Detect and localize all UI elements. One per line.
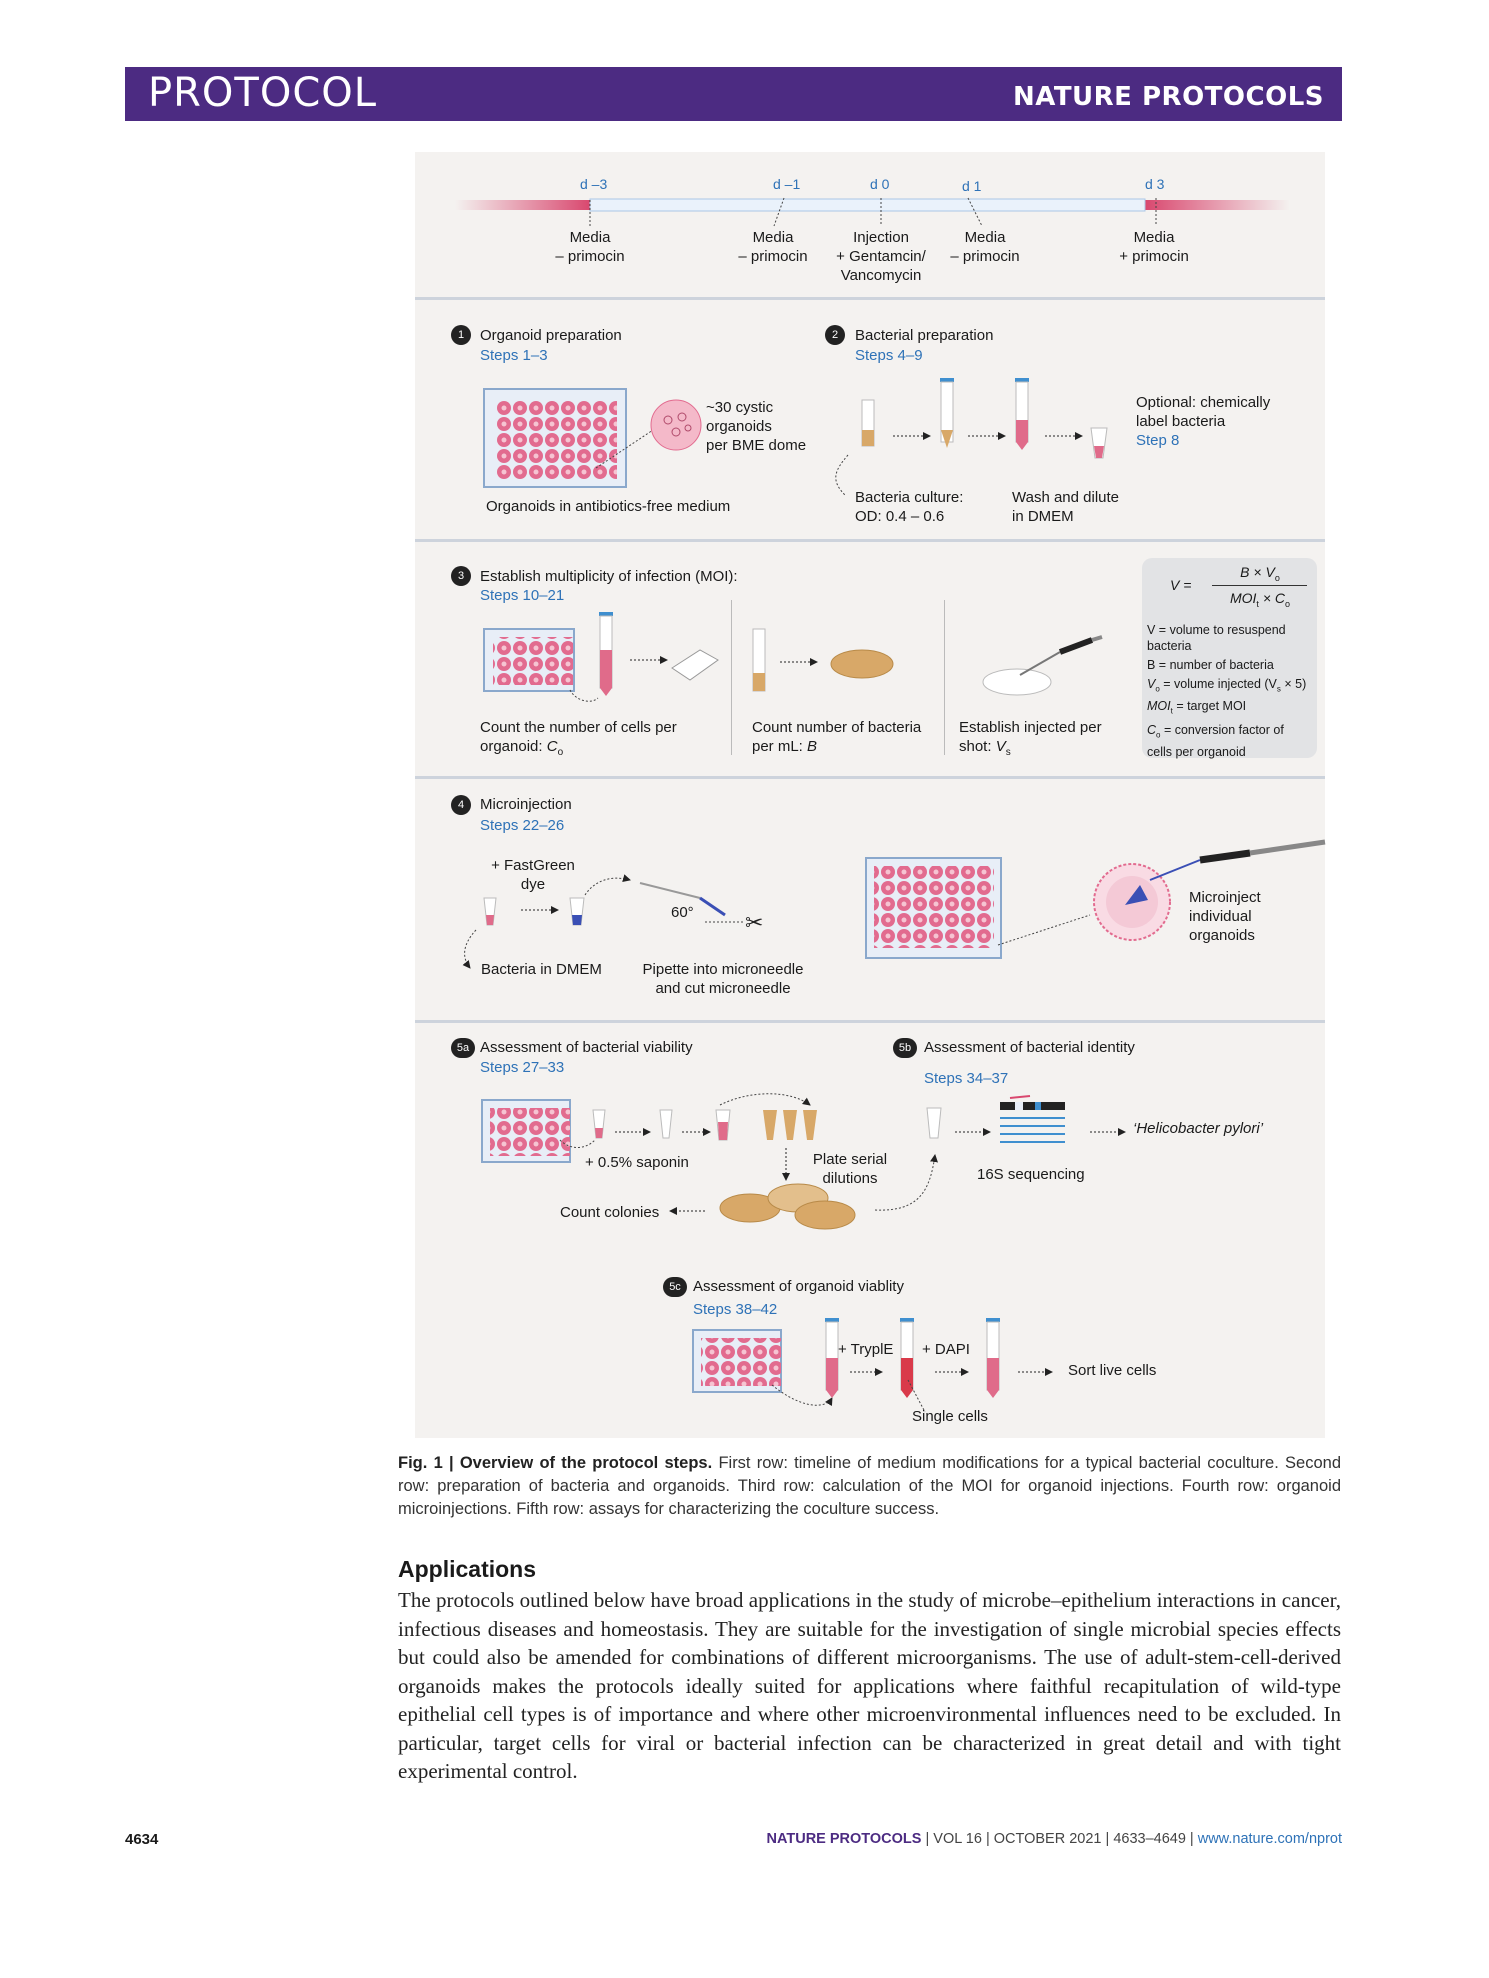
organoid-viability-illustrations	[693, 1318, 1052, 1412]
steps-link[interactable]: Steps 27–33	[480, 1059, 565, 1076]
formula-numerator: $B \times V_o$	[1240, 564, 1280, 583]
figure-label: + 0.5% saponin	[585, 1154, 689, 1171]
step-badge: 1	[451, 325, 471, 345]
section-title: Assessment of bacterial identity	[924, 1039, 1135, 1056]
figure-label: Count number of bacteria per mL: B	[752, 719, 922, 755]
timeline	[455, 198, 1290, 226]
figure-label: Count colonies	[560, 1204, 660, 1221]
step-badge: 5c	[663, 1277, 687, 1297]
steps-link[interactable]: Steps 22–26	[480, 817, 565, 834]
section-title: Assessment of bacterial viability	[480, 1039, 693, 1056]
figure-label: Establish injected per shot: $V_s$	[959, 719, 1102, 758]
section-title: Organoid preparation	[480, 327, 622, 344]
section-heading: Applications	[398, 1556, 537, 1582]
timeline-day: d –3	[580, 176, 608, 192]
timeline-event: Injection + Gentamcin/ Vancomycin	[836, 229, 926, 284]
result-label: ‘Helicobacter pylori’	[1133, 1120, 1264, 1137]
footer-citation: NATURE PROTOCOLS | VOL 16 | OCTOBER 2021 | 4633–4649 | www.nature.com/nprot	[766, 1831, 1342, 1847]
timeline-event: Media – primocin	[950, 229, 1020, 265]
column-separator	[944, 600, 945, 755]
column-separator	[731, 600, 732, 755]
dye-label: + FastGreen dye	[491, 857, 575, 893]
timeline-event: Media – primocin	[555, 229, 625, 265]
figure-label: Organoids in antibiotics-free medium	[486, 498, 731, 515]
figure-label: + DAPI	[922, 1341, 970, 1358]
steps-link[interactable]: Steps 34–37	[924, 1070, 1009, 1087]
figure-label: Bacteria culture: OD: 0.4 – 0.6	[855, 489, 964, 525]
timeline-day: d 3	[1145, 176, 1165, 192]
journal-title: NATURE PROTOCOLS	[1012, 82, 1324, 112]
angle-label: 60°	[671, 904, 694, 921]
section-label: PROTOCOL	[148, 70, 378, 116]
bacterial-tubes-illustration	[836, 378, 1107, 495]
organoid-note: ~30 cystic organoids per BME dome	[706, 399, 807, 454]
steps-link[interactable]: Steps 4–9	[855, 347, 923, 364]
figure-label: Microinject individual organoids	[1189, 889, 1261, 944]
page-number: 4634	[125, 1831, 159, 1848]
body-paragraph: The protocols outlined below have broad applications in the study of microbe–epithelium interactions in cancer, infectious diseases and homeostasis. They are suitable for the investigation of single microbial species effects but could also be amended for combinations of different microorganisms. The use of adult-stem-cell-derived organoids makes the protocols ideally suited for applications where faithful recapitulation of wild-type epithelial cell types is of importance and where other microenvironmental influences need to be excluded. In particular, target cells for viral or bacterial infection can be characterized in great detail and with tight experimental control.	[398, 1588, 1341, 1783]
figure-label: Pipette into microneedle and cut microneedle	[642, 961, 804, 997]
timeline-event: Media + primocin	[1119, 229, 1189, 265]
steps-link[interactable]: Steps 38–42	[693, 1301, 778, 1318]
section-title: Assessment of organoid viablity	[693, 1278, 904, 1295]
section-title: Establish multiplicity of infection (MOI):	[480, 568, 738, 585]
figure-caption: Fig. 1 | Overview of the protocol steps. First row: timeline of medium modifications for a typical bacterial coculture. Second row: preparation of bacteria and organoids. Third row: calculation of the MOI for organoid injections. Fourth row: organoid microinjections. Fifth row: assays for characterizing the coculture success.	[398, 1454, 1342, 1518]
timeline-day: d –1	[773, 176, 801, 192]
figure-label: 16S sequencing	[977, 1166, 1085, 1183]
organoid-plate-illustration	[484, 389, 701, 487]
figure-label: Single cells	[912, 1408, 988, 1425]
timeline-day: d 1	[962, 178, 982, 194]
figure-label: Count the number of cells per organoid: $C_o$	[480, 719, 677, 758]
formula-definitions: V = volume to resuspend bacteria B = number of bacteria $V_o$ = volume injected $(V_s \times 5)$ $MOI_t$ = target MOI $C_o$ = conversion factor of cells per organoid	[1147, 623, 1307, 759]
figure-label: Plate serial dilutions	[812, 1151, 888, 1187]
figure-label: Bacteria in DMEM	[481, 961, 602, 978]
moi-illustrations	[484, 612, 1102, 701]
steps-link[interactable]: Steps 10–21	[480, 587, 565, 604]
timeline-day: d 0	[870, 176, 890, 192]
timeline-event: Media – primocin	[738, 229, 808, 265]
section-title: Microinjection	[480, 796, 572, 813]
figure-label: + TryplE	[838, 1341, 894, 1358]
step-badge: 3	[451, 566, 471, 586]
footer-url[interactable]: www.nature.com/nprot	[1197, 1831, 1342, 1847]
step-badge: 5b	[893, 1038, 917, 1058]
identity-illustrations	[927, 1096, 1125, 1142]
fraction-bar	[1212, 585, 1307, 586]
figure-label: Wash and dilute in DMEM	[1012, 489, 1120, 525]
section-title: Bacterial preparation	[855, 327, 994, 344]
figure-label: Sort live cells	[1068, 1362, 1157, 1379]
step-badge: 4	[451, 795, 471, 815]
svg-text:✂: ✂	[745, 910, 764, 935]
steps-link[interactable]: Steps 1–3	[480, 347, 548, 364]
formula-denominator: $MOI_t \times C_o$	[1229, 590, 1291, 609]
formula-lhs: V =	[1170, 577, 1192, 593]
step-badge: 5a	[451, 1038, 475, 1058]
step-badge: 2	[825, 325, 845, 345]
optional-note: Optional: chemically label bacteria Step 8	[1136, 394, 1271, 449]
